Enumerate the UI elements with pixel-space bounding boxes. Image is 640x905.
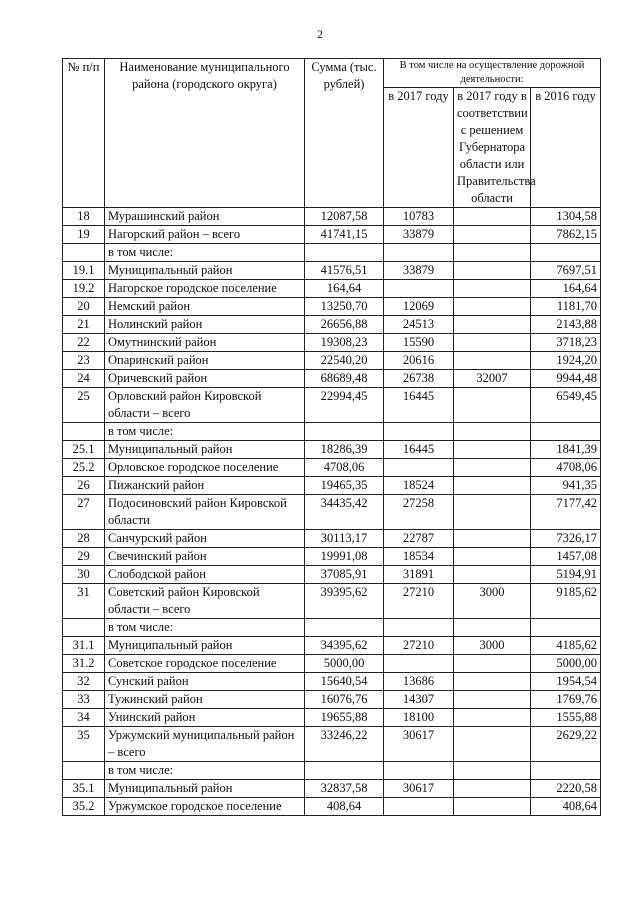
amount-2016: 2629,22 [531, 727, 601, 762]
amount-2017: 18100 [384, 709, 454, 727]
total-sum: 34395,62 [305, 637, 384, 655]
header-2016: в 2016 году [531, 88, 601, 208]
amount-2017-governor [454, 673, 531, 691]
table-row [63, 226, 601, 244]
table-row [63, 673, 601, 691]
header-road-activity: В том числе на осуществление дорожной деятельности: [384, 59, 601, 88]
district-name: Нагорский район – всего [105, 226, 305, 244]
table-row [63, 423, 601, 441]
amount-2017: 10783 [384, 208, 454, 226]
district-name: в том числе: [105, 762, 305, 780]
amount-2016 [531, 762, 601, 780]
amount-2017-governor: 3000 [454, 637, 531, 655]
amount-2017 [384, 423, 454, 441]
table-row [63, 280, 601, 298]
table-row [63, 370, 601, 388]
district-name: Орловское городское поселение [105, 459, 305, 477]
amount-2017 [384, 280, 454, 298]
amount-2017 [384, 244, 454, 262]
table-row [63, 780, 601, 798]
district-name: Пижанский район [105, 477, 305, 495]
table-row [63, 637, 601, 655]
amount-2016: 7697,51 [531, 262, 601, 280]
row-number: 33 [63, 691, 105, 709]
amount-2016: 7177,42 [531, 495, 601, 530]
district-name: Муниципальный район [105, 262, 305, 280]
amount-2017-governor [454, 477, 531, 495]
amount-2016 [531, 244, 601, 262]
table-row [63, 566, 601, 584]
table-row [63, 691, 601, 709]
total-sum: 19465,35 [305, 477, 384, 495]
district-name: Подосиновский район Кировской области [105, 495, 305, 530]
district-name: Уржумское городское поселение [105, 798, 305, 816]
row-number: 31.1 [63, 637, 105, 655]
amount-2016: 9185,62 [531, 584, 601, 619]
total-sum: 13250,70 [305, 298, 384, 316]
total-sum [305, 762, 384, 780]
amount-2017-governor [454, 727, 531, 762]
row-number: 19 [63, 226, 105, 244]
total-sum: 19991,08 [305, 548, 384, 566]
amount-2017: 27258 [384, 495, 454, 530]
amount-2017: 24513 [384, 316, 454, 334]
total-sum: 15640,54 [305, 673, 384, 691]
district-name: Муниципальный район [105, 780, 305, 798]
total-sum: 16076,76 [305, 691, 384, 709]
table-row [63, 655, 601, 673]
amount-2017 [384, 762, 454, 780]
amount-2017-governor [454, 798, 531, 816]
header-sum: Сумма (тыс. рублей) [305, 59, 384, 208]
row-number: 35.1 [63, 780, 105, 798]
table-row [63, 495, 601, 530]
amount-2016 [531, 619, 601, 637]
amount-2016: 1769,76 [531, 691, 601, 709]
amount-2017-governor [454, 548, 531, 566]
district-name: в том числе: [105, 423, 305, 441]
row-number: 25.1 [63, 441, 105, 459]
amount-2016: 408,64 [531, 798, 601, 816]
district-name: Уржумский муниципальный район – всего [105, 727, 305, 762]
amount-2017-governor [454, 208, 531, 226]
total-sum: 37085,91 [305, 566, 384, 584]
row-number [63, 762, 105, 780]
district-name: Слободской район [105, 566, 305, 584]
amount-2017: 22787 [384, 530, 454, 548]
amount-2017: 20616 [384, 352, 454, 370]
amount-2017-governor [454, 459, 531, 477]
amount-2017-governor [454, 709, 531, 727]
district-name: Санчурский район [105, 530, 305, 548]
total-sum: 32837,58 [305, 780, 384, 798]
district-name: Муниципальный район [105, 637, 305, 655]
row-number [63, 423, 105, 441]
district-name: Оричевский район [105, 370, 305, 388]
amount-2017-governor [454, 298, 531, 316]
amount-2017-governor [454, 530, 531, 548]
row-number: 32 [63, 673, 105, 691]
row-number: 26 [63, 477, 105, 495]
amount-2017: 33879 [384, 226, 454, 244]
amount-2016 [531, 423, 601, 441]
amount-2017: 30617 [384, 780, 454, 798]
amount-2016: 1555,88 [531, 709, 601, 727]
row-number: 21 [63, 316, 105, 334]
total-sum [305, 619, 384, 637]
road-funding-table [62, 58, 601, 816]
amount-2016: 1457,08 [531, 548, 601, 566]
amount-2017-governor [454, 316, 531, 334]
amount-2017-governor [454, 655, 531, 673]
row-number: 19.1 [63, 262, 105, 280]
amount-2017: 18534 [384, 548, 454, 566]
amount-2017 [384, 619, 454, 637]
total-sum: 41576,51 [305, 262, 384, 280]
header-name: Наименование муниципального района (городского округа) [105, 59, 305, 208]
row-number: 24 [63, 370, 105, 388]
table-row [63, 316, 601, 334]
row-number: 19.2 [63, 280, 105, 298]
table-row [63, 477, 601, 495]
row-number: 20 [63, 298, 105, 316]
amount-2017-governor [454, 441, 531, 459]
amount-2016: 2143,88 [531, 316, 601, 334]
total-sum: 41741,15 [305, 226, 384, 244]
amount-2017: 30617 [384, 727, 454, 762]
district-name: Мурашинский район [105, 208, 305, 226]
amount-2017 [384, 655, 454, 673]
row-number: 22 [63, 334, 105, 352]
table-row [63, 208, 601, 226]
total-sum: 34435,42 [305, 495, 384, 530]
amount-2016: 164,64 [531, 280, 601, 298]
amount-2017-governor [454, 566, 531, 584]
amount-2017: 12069 [384, 298, 454, 316]
district-name: Нагорское городское поселение [105, 280, 305, 298]
amount-2017: 15590 [384, 334, 454, 352]
amount-2017: 16445 [384, 441, 454, 459]
row-number: 34 [63, 709, 105, 727]
table-row [63, 459, 601, 477]
amount-2016: 941,35 [531, 477, 601, 495]
amount-2017-governor [454, 495, 531, 530]
amount-2016: 1181,70 [531, 298, 601, 316]
table-row [63, 584, 601, 619]
amount-2017: 27210 [384, 584, 454, 619]
row-number: 31 [63, 584, 105, 619]
amount-2017-governor [454, 280, 531, 298]
amount-2017-governor [454, 226, 531, 244]
amount-2017 [384, 798, 454, 816]
amount-2017-governor [454, 352, 531, 370]
total-sum: 33246,22 [305, 727, 384, 762]
total-sum [305, 244, 384, 262]
row-number: 35 [63, 727, 105, 762]
total-sum [305, 423, 384, 441]
table-row [63, 798, 601, 816]
district-name: Немский район [105, 298, 305, 316]
table-row [63, 548, 601, 566]
table-row [63, 244, 601, 262]
amount-2017-governor [454, 262, 531, 280]
table-row [63, 352, 601, 370]
amount-2017: 14307 [384, 691, 454, 709]
total-sum: 22540,20 [305, 352, 384, 370]
amount-2016: 5194,91 [531, 566, 601, 584]
amount-2017: 31891 [384, 566, 454, 584]
row-number: 28 [63, 530, 105, 548]
amount-2017: 16445 [384, 388, 454, 423]
total-sum: 5000,00 [305, 655, 384, 673]
amount-2016: 7862,15 [531, 226, 601, 244]
total-sum: 4708,06 [305, 459, 384, 477]
amount-2016: 6549,45 [531, 388, 601, 423]
amount-2017-governor [454, 762, 531, 780]
total-sum: 22994,45 [305, 388, 384, 423]
district-name: Омутнинский район [105, 334, 305, 352]
amount-2016: 1304,58 [531, 208, 601, 226]
amount-2017-governor: 32007 [454, 370, 531, 388]
total-sum: 12087,58 [305, 208, 384, 226]
amount-2017-governor [454, 619, 531, 637]
header-num: № п/п [63, 59, 105, 208]
table-row [63, 530, 601, 548]
total-sum: 30113,17 [305, 530, 384, 548]
amount-2016: 4708,06 [531, 459, 601, 477]
district-name: в том числе: [105, 619, 305, 637]
amount-2017: 33879 [384, 262, 454, 280]
row-number: 18 [63, 208, 105, 226]
table-row [63, 441, 601, 459]
row-number [63, 619, 105, 637]
row-number: 25 [63, 388, 105, 423]
district-name: Тужинский район [105, 691, 305, 709]
amount-2017: 27210 [384, 637, 454, 655]
amount-2017-governor [454, 334, 531, 352]
district-name: Советское городское поселение [105, 655, 305, 673]
row-number: 30 [63, 566, 105, 584]
amount-2017-governor [454, 691, 531, 709]
amount-2016: 1954,54 [531, 673, 601, 691]
row-number: 35.2 [63, 798, 105, 816]
table-row [63, 298, 601, 316]
table-row [63, 262, 601, 280]
table-row [63, 619, 601, 637]
district-name: Сунский район [105, 673, 305, 691]
amount-2017-governor [454, 244, 531, 262]
amount-2016: 5000,00 [531, 655, 601, 673]
amount-2017: 18524 [384, 477, 454, 495]
row-number: 31.2 [63, 655, 105, 673]
total-sum: 26656,88 [305, 316, 384, 334]
row-number: 25.2 [63, 459, 105, 477]
total-sum: 408,64 [305, 798, 384, 816]
amount-2017 [384, 459, 454, 477]
row-number: 29 [63, 548, 105, 566]
amount-2016: 7326,17 [531, 530, 601, 548]
district-name: в том числе: [105, 244, 305, 262]
header-2017-governor: в 2017 году в соответствии с решением Губернатора области или Правительства области [454, 88, 531, 208]
table-row [63, 334, 601, 352]
district-name: Нолинский район [105, 316, 305, 334]
row-number [63, 244, 105, 262]
amount-2016: 9944,48 [531, 370, 601, 388]
district-name: Советский район Кировской области – всего [105, 584, 305, 619]
amount-2017-governor [454, 423, 531, 441]
page-number: 2 [317, 27, 323, 41]
district-name: Унинский район [105, 709, 305, 727]
district-name: Свечинский район [105, 548, 305, 566]
amount-2016: 3718,23 [531, 334, 601, 352]
amount-2016: 1924,20 [531, 352, 601, 370]
amount-2017-governor: 3000 [454, 584, 531, 619]
district-name: Опаринский район [105, 352, 305, 370]
amount-2016: 2220,58 [531, 780, 601, 798]
table-row [63, 709, 601, 727]
total-sum: 19655,88 [305, 709, 384, 727]
amount-2017: 26738 [384, 370, 454, 388]
amount-2016: 1841,39 [531, 441, 601, 459]
district-name: Муниципальный район [105, 441, 305, 459]
amount-2017-governor [454, 780, 531, 798]
total-sum: 39395,62 [305, 584, 384, 619]
total-sum: 19308,23 [305, 334, 384, 352]
row-number: 27 [63, 495, 105, 530]
header-2017: в 2017 году [384, 88, 454, 208]
table-row [63, 388, 601, 423]
district-name: Орловский район Кировской области – всего [105, 388, 305, 423]
total-sum: 18286,39 [305, 441, 384, 459]
total-sum: 164,64 [305, 280, 384, 298]
table-row [63, 727, 601, 762]
amount-2017: 13686 [384, 673, 454, 691]
row-number: 23 [63, 352, 105, 370]
table-row [63, 762, 601, 780]
total-sum: 68689,48 [305, 370, 384, 388]
amount-2016: 4185,62 [531, 637, 601, 655]
amount-2017-governor [454, 388, 531, 423]
